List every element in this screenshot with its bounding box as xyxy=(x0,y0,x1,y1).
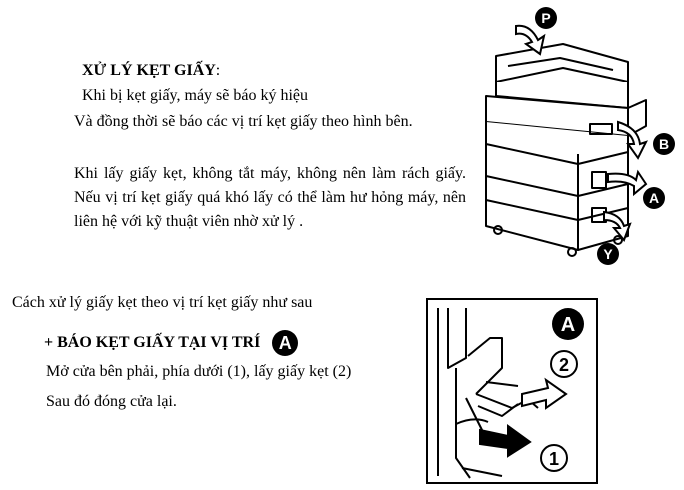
jam-warning-line: Khi bị kẹt giấy, máy sẽ báo ký hiệu xyxy=(82,87,309,104)
label-p-icon xyxy=(535,7,557,29)
section-title-text: + BÁO KẸT GIẤY TẠI VỊ TRÍ xyxy=(44,334,261,351)
section-heading xyxy=(82,62,220,80)
heading-colon: : xyxy=(215,62,221,79)
step-2-label: 2 xyxy=(558,355,570,375)
section-title xyxy=(44,330,298,356)
detail-a-icon xyxy=(552,308,584,340)
jam-detail-diagram xyxy=(426,298,598,484)
jam-position-paragraph: Và đồng thời sẽ báo các vị trí kẹt giấy theo hình bên. xyxy=(74,113,413,130)
label-y: Y xyxy=(603,246,613,262)
jam-caution-paragraph: Khi lấy giấy kẹt, không tắt máy, không nên làm rách giấy. Nếu vị trí kẹt giấy quá khó lấy có thể làm hư hỏng máy, nên liên hệ với kỹ thuật viên nhờ xử lý . xyxy=(74,165,466,230)
copier-diagram xyxy=(468,4,680,270)
step-1-icon xyxy=(541,445,567,471)
step-1-label: 1 xyxy=(548,449,560,469)
label-b: B xyxy=(658,136,670,152)
close-door-instruction: Sau đó đóng cửa lại. xyxy=(46,393,177,410)
label-p: P xyxy=(541,10,551,26)
detail-a-label: A xyxy=(560,314,576,336)
step-2-icon xyxy=(551,351,577,377)
label-a: A xyxy=(648,190,660,206)
label-b-icon xyxy=(653,133,675,155)
position-a-badge: A xyxy=(272,330,298,356)
heading-title: XỬ LÝ KẸT GIẤY xyxy=(82,62,216,79)
label-a-icon xyxy=(643,187,665,209)
label-y-icon xyxy=(597,243,619,265)
step-instruction: Mở cửa bên phải, phía dưới (1), lấy giấy kẹt (2) xyxy=(46,363,352,380)
section-intro: Cách xử lý giấy kẹt theo vị trí kẹt giấy như sau xyxy=(12,294,313,311)
